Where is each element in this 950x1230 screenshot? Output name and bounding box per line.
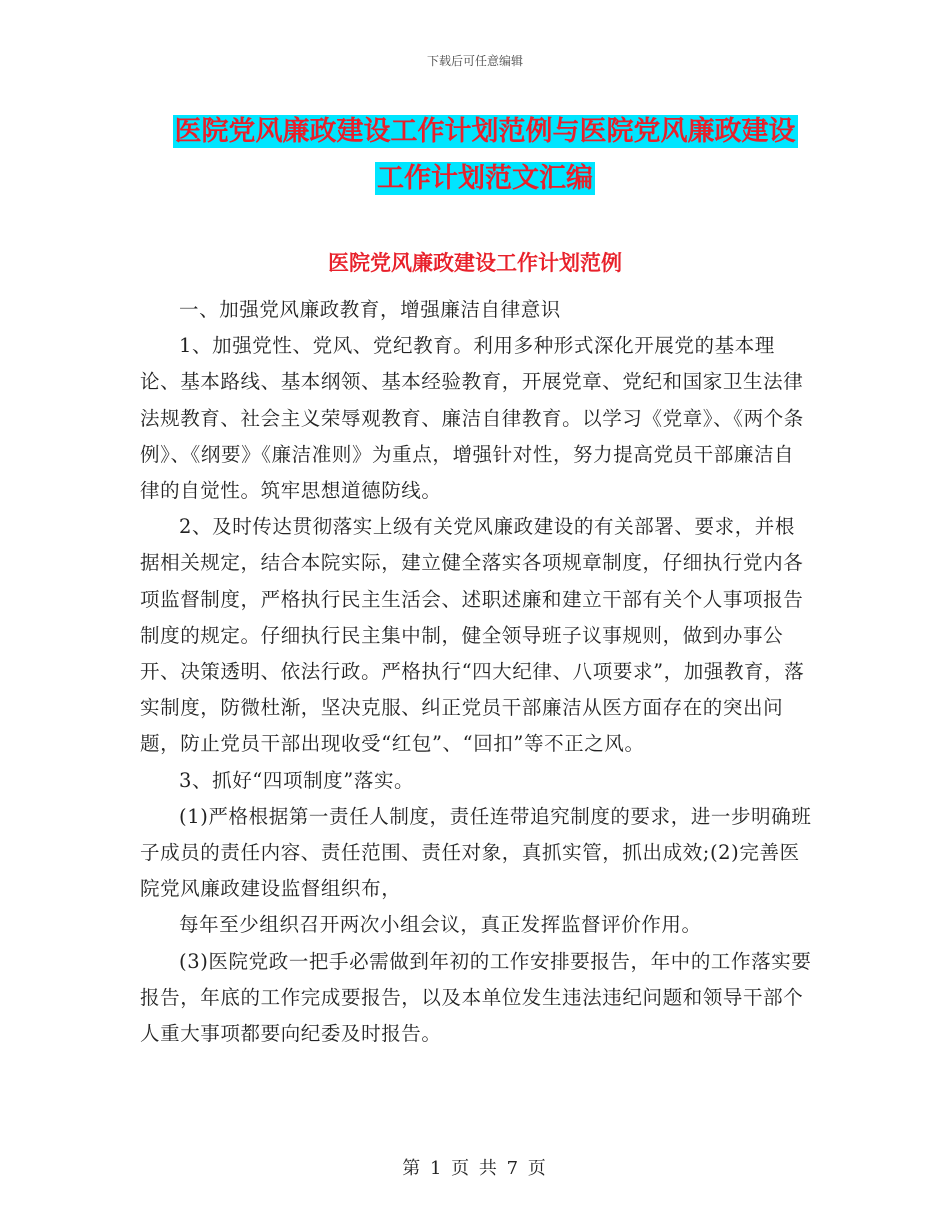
paragraph-5: 每年至少组织召开两次小组会议，真正发挥监督评价作用。 bbox=[179, 913, 702, 937]
paragraph-2: 2、及时传达贯彻落实上级有关党风廉政建设的有关部署、要求，并根据相关规定，结合本院实际，建立健全落实各项规章制度，仔细执行党内各项监督制度，严格执行民主生活会、述职述廉和建立干部有关个人事项报告制度的规定。仔细执行民主集中制，健全领导班子议事规则，做到办事公开、决策透明、依法行政。严格执行“四大纪律、八项要求”，加强教育，落实制度，防微杜渐，坚决克服、纠正党员干部廉洁从医方面存在的突出问题，防止党员干部出现收受“红包”、“回扣”等不正之风。 bbox=[140, 515, 805, 756]
document-title bbox=[140, 108, 830, 202]
section-title: 医院党风廉政建设工作计划范例 bbox=[328, 250, 622, 275]
document-title-line-2: 工作计划范文汇编 bbox=[377, 163, 593, 194]
header-note: 下载后可任意编辑 bbox=[426, 54, 523, 68]
paragraph-4: (1)严格根据第一责任人制度，责任连带追究制度的要求，进一步明确班子成员的责任内容、责任范围、责任对象，真抓实管，抓出成效;(2)完善医院党风廉政建设监督组织布， bbox=[140, 804, 812, 901]
page-indicator: 第 1 页 共 7 页 bbox=[402, 1158, 548, 1179]
paragraph-3: 3、抓好“四项制度”落实。 bbox=[179, 768, 415, 792]
document-title-line-1: 医院党风廉政建设工作计划范例与医院党风廉政建设 bbox=[174, 116, 796, 147]
paragraph-6: (3)医院党政一把手必需做到年初的工作安排要报告，年中的工作落实要报告，年底的工作完成要报告，以及本单位发生违法违纪问题和领导干部个人重大事项都要向纪委及时报告。 bbox=[140, 949, 812, 1046]
paragraph-1: 1、加强党性、党风、党纪教育。利用多种形式深化开展党的基本理论、基本路线、基本纲领、基本经验教育，开展党章、党纪和国家卫生法律法规教育、社会主义荣辱观教育、廉洁自律教育。以学习《党章》、《两个条例》、《纲要》《廉洁准则》为重点，增强针对性，努力提高党员干部廉洁自律的自觉性。筑牢思想道德防线。 bbox=[140, 334, 804, 503]
document-body bbox=[140, 292, 812, 1052]
paragraph-heading-1: 一、加强党风廉政教育，增强廉洁自律意识 bbox=[179, 298, 561, 321]
